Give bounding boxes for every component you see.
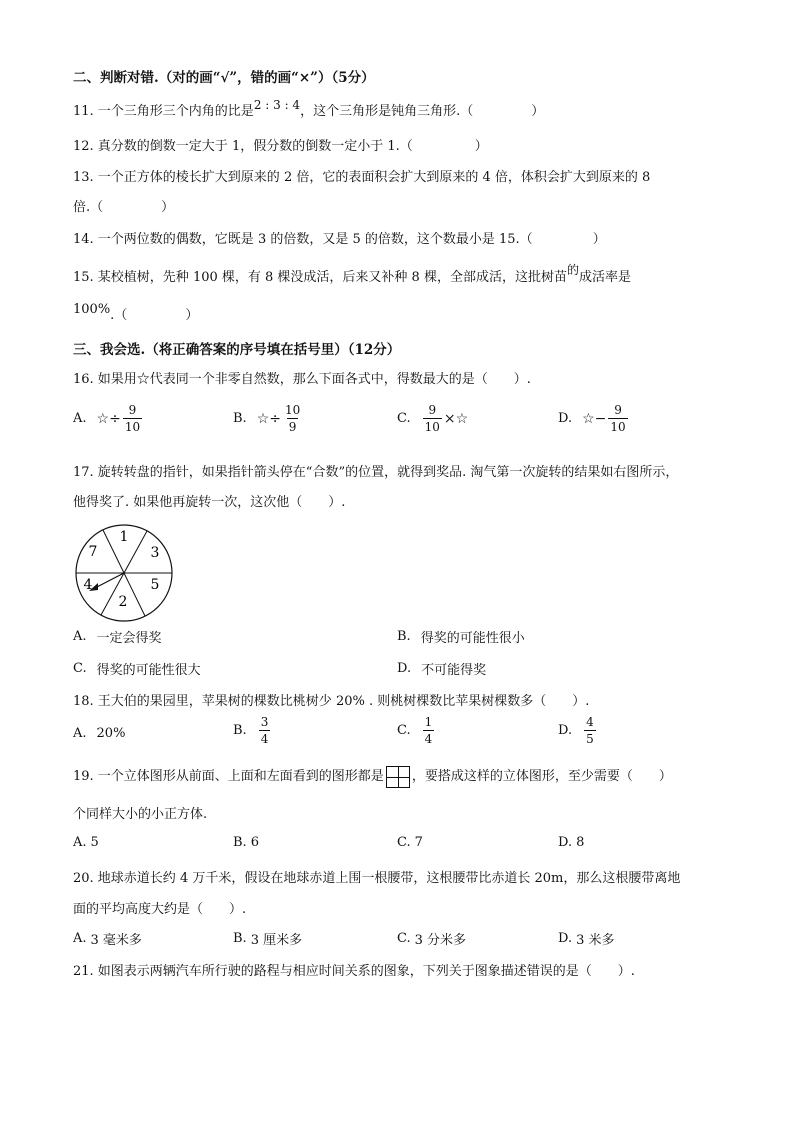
wheel-label-5: 5: [150, 577, 160, 593]
q11-suffix: ，这个三角形是钝角三角形.（: [300, 104, 474, 119]
section2-heading: 二、判断对错.（对的画“√”，错的画“×”）（5分）: [73, 70, 375, 86]
q20-option-d: D. 3 米多: [558, 931, 615, 948]
fraction: $\frac{9}{10}$: [124, 403, 141, 434]
question-18: 18. 王大伯的果园里，苹果树的棵数比桃树少 20% . 则桃树棵数比苹果树棵数多（ ）.: [73, 694, 590, 709]
question-13-line2: [73, 196, 174, 215]
question-20-line2: 面的平均高度大约是（ ）.: [73, 902, 247, 917]
fraction: $\frac{9}{10}$: [610, 403, 626, 434]
q20-option-a: A. 3 毫米多: [73, 931, 142, 948]
question-14: [73, 228, 606, 247]
q11-prefix: 11. 一个三角形三个内角的比是: [73, 104, 254, 119]
q19-option-b: B. 6: [233, 835, 259, 850]
fraction: $\frac{4}{5}$: [586, 715, 594, 746]
q15-line1: 15. 某校植树，先种 100 棵，有 8 棵没成活，后来又补种 8 棵，全部成活，这批树苗: [73, 270, 567, 285]
q17-option-a: A. 一定会得奖: [73, 629, 162, 646]
q13-line2: 倍.（: [73, 200, 104, 215]
question-13-line1: 13. 一个正方体的棱长扩大到原来的 2 倍，它的表面积会扩大到原来的 4 倍，体积会扩大到原来的 8: [73, 170, 651, 185]
wheel-label-2: 2: [118, 594, 128, 610]
q12-text: 12. 真分数的倒数一定大于 1，假分数的倒数一定小于 1.（: [73, 139, 413, 154]
question-11: [73, 100, 544, 119]
q12-close: ）: [474, 139, 488, 154]
q11-ratio: 2 : 3 : 4: [253, 98, 301, 112]
q16-option-b: B. ☆÷ $\frac{10}{9}$: [233, 403, 301, 434]
q15-line2b: .（: [110, 308, 128, 323]
q16-option-a: A. ☆÷ $\frac{9}{10}$: [73, 403, 141, 434]
q17-option-d: D. 不可能得奖: [397, 661, 487, 678]
question-15-line2: [73, 304, 198, 323]
q14-close: ）: [592, 232, 606, 247]
q20-option-c: C. 3 分米多: [397, 931, 467, 948]
wheel-label-4: 4: [83, 577, 93, 593]
question-21: 21. 如图表示两辆汽车所行驶的路程与相应时间关系的图象，下列关于图象描述错误的是（ ）.: [73, 964, 635, 979]
q16-option-c: C. $\frac{9}{10}$ ×☆: [397, 403, 469, 434]
q15-de: 的: [566, 263, 579, 277]
question-17-line1: 17. 旋转转盘的指针，如果指针箭头停在“合数”的位置，就得到奖品. 淘气第一次旋转的结果如右图所示，: [73, 465, 679, 480]
q18-option-d: D. $\frac{4}{5}$: [558, 715, 594, 746]
q20-option-b: B. 3 厘米多: [233, 931, 303, 948]
fraction: $\frac{1}{4}$: [424, 715, 433, 746]
question-20-line1: 20. 地球赤道长约 4 万千米，假设在地球赤道上围一根腰带，这根腰带比赤道长 20m，那么这根腰带离地: [73, 871, 681, 886]
q18-option-a: A. 20%: [73, 726, 126, 741]
section3-heading: 三、我会选.（将正确答案的序号填在括号里）（12分）: [73, 342, 401, 358]
q18-option-c: C. $\frac{1}{4}$: [397, 715, 433, 746]
q19-option-c: C. 7: [397, 835, 423, 850]
q16-option-d: D. ☆− $\frac{9}{10}$: [558, 403, 626, 434]
wheel-label-3: 3: [150, 545, 160, 561]
wheel-label-1: 1: [119, 529, 129, 545]
q15-percent: 100%: [73, 302, 111, 317]
question-12: [73, 135, 488, 154]
q15-close: ）: [185, 308, 199, 323]
spinner-wheel: [71, 523, 179, 623]
fraction: $\frac{10}{9}$: [284, 403, 301, 434]
question-17-line2: 他得奖了. 如果他再旋转一次，这次他（ ）.: [73, 495, 346, 510]
q11-close: ）: [531, 104, 545, 119]
q14-text: 14. 一个两位数的偶数，它既是 3 的倍数，又是 5 的倍数，这个数最小是 15.（: [73, 232, 533, 247]
wheel-label-7: 7: [88, 544, 98, 560]
question-19-line2: 个同样大小的小正方体.: [73, 807, 208, 822]
question-15-line1: [73, 263, 631, 285]
fraction: $\frac{3}{4}$: [260, 715, 269, 746]
q19-option-a: A. 5: [73, 835, 99, 850]
q18-option-b: B. $\frac{3}{4}$: [233, 715, 269, 746]
grid-square-icon: [386, 766, 410, 788]
q17-option-b: B. 得奖的可能性很小: [397, 629, 525, 646]
q19-option-d: D. 8: [558, 835, 585, 850]
fraction: $\frac{9}{10}$: [424, 403, 440, 434]
q17-option-c: C. 得奖的可能性很大: [73, 661, 201, 678]
q15-line1b: 成活率是: [578, 270, 631, 285]
q13-close: ）: [161, 200, 175, 215]
question-16: 16. 如果用☆代表同一个非零自然数，那么下面各式中，得数最大的是（ ）.: [73, 372, 531, 387]
question-19-line1: 19. 一个立体图形从前面、上面和左面看到的图形都是 ，要搭成这样的立体图形，至少需要（ ）: [73, 765, 672, 788]
